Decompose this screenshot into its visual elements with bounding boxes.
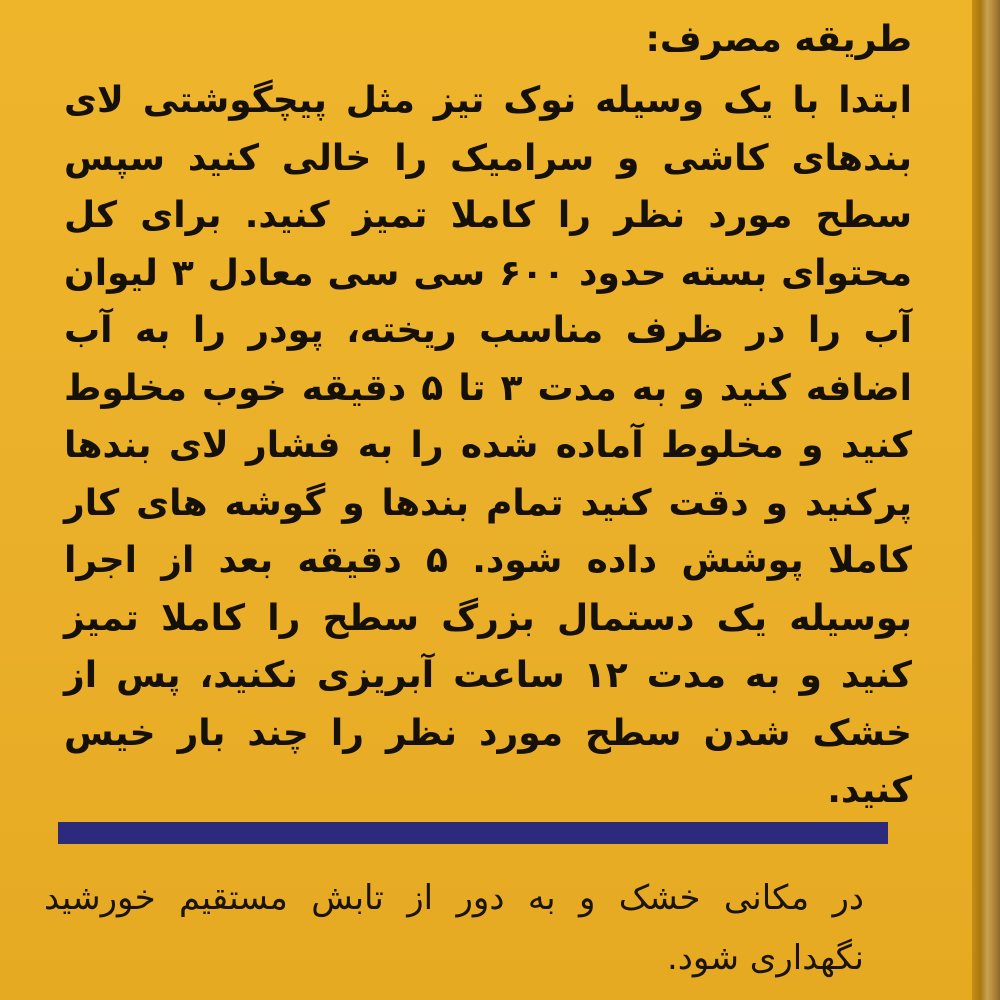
- usage-instructions: ابتدا با یک وسیله نوک تیز مثل پیچگوشتی لای بندهای کاشی و سرامیک را خالی کنید سپس سطح مورد نظر را کاملا تمیز کنید. برای کل محتوای بسته حدود ۶۰۰ سی سی معادل ۳ لیوان آب را در ظرف مناسب ریخته، پودر را به آب اضافه کنید و به مدت ۳ تا ۵ دقیقه خوب مخلوط کنید و مخلوط آماده شده را به فشار لای بندها پرکنید و دقت کنید تمام بندها و گوشه های کار کاملا پوشش داده شود. ۵ دقیقه بعد از اجرا بوسیله یک دستمال بزرگ سطح را کاملا تمیز کنید و به مدت ۱۲ ساعت آبریزی نکنید، پس از خشک شدن سطح مورد نظر را چند بار خیس کنید.: [64, 80, 912, 811]
- package-edge: [972, 0, 1000, 1000]
- divider-bar: [58, 822, 888, 844]
- usage-heading: طریقه مصرف:: [645, 19, 912, 60]
- storage-note: در مکانی خشک و به دور از تابش مستقیم خورشید نگهداری شود.: [44, 878, 864, 978]
